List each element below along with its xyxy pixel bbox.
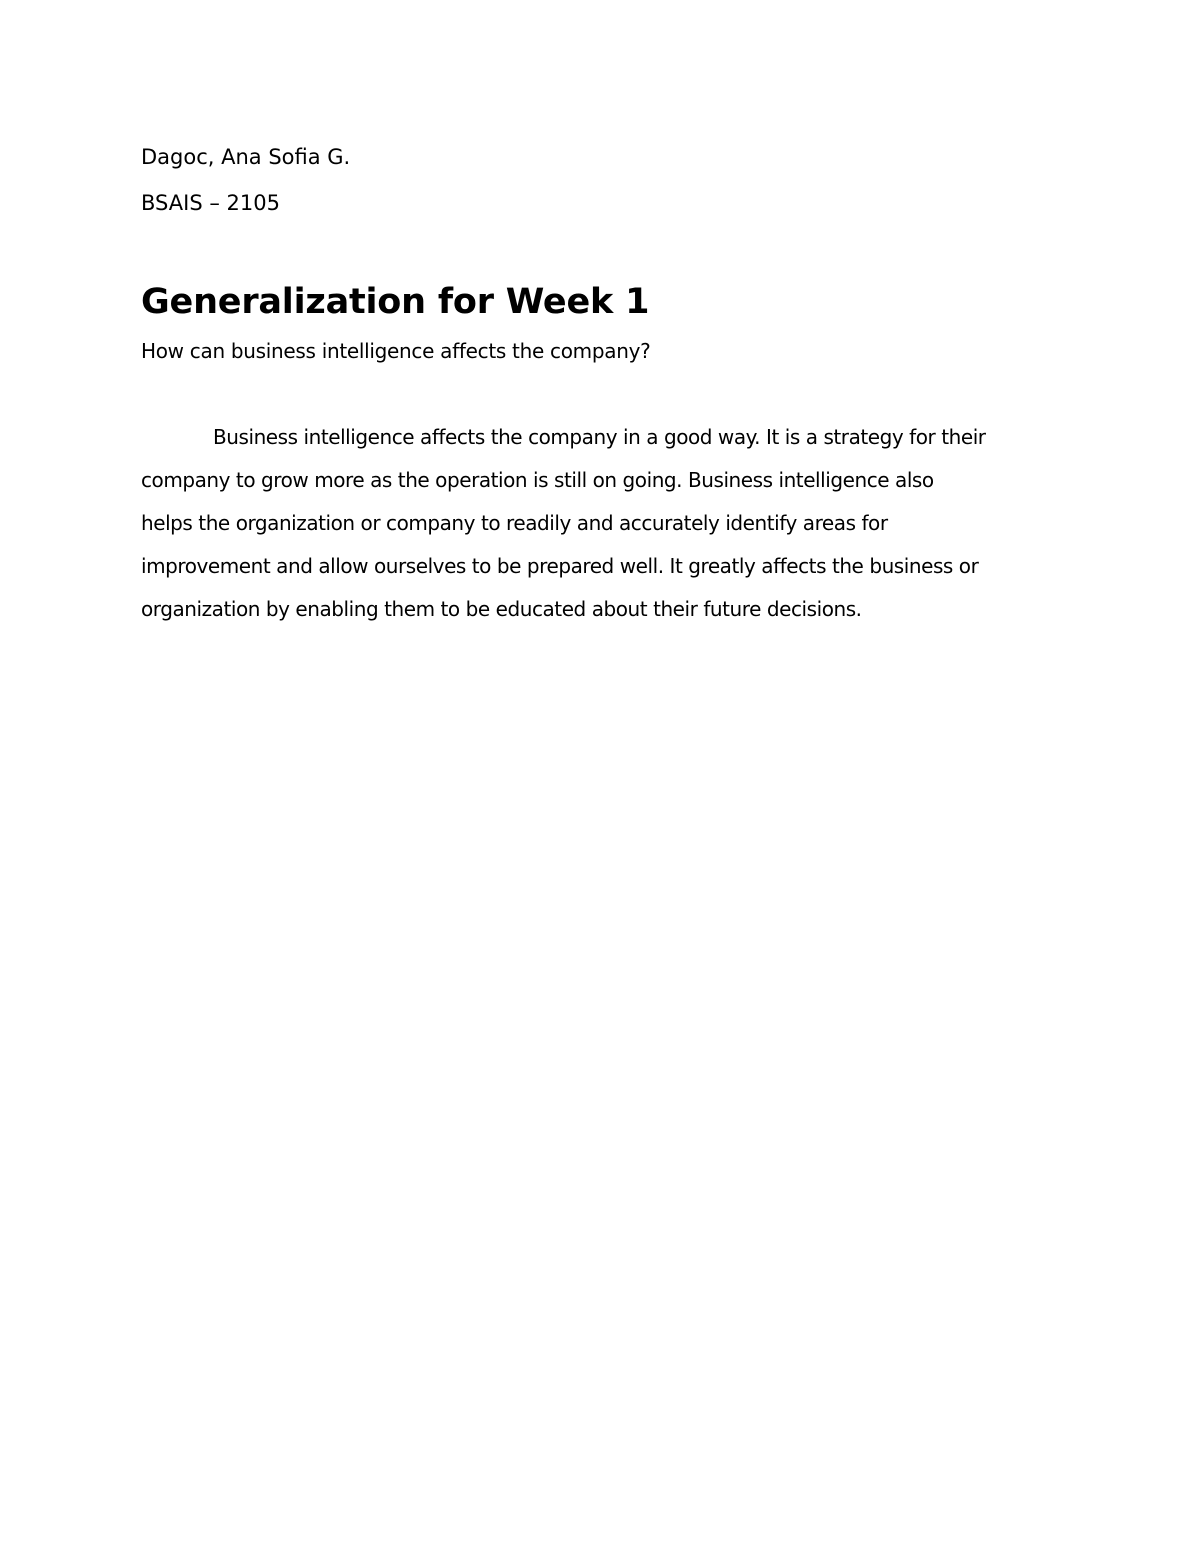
- answer-paragraph: [141, 422, 1061, 637]
- paragraph-line-text: Business intelligence affects the company in a good way. It is a strategy for their: [213, 425, 986, 449]
- section-code: BSAIS – 2105: [141, 191, 280, 215]
- author-name: Dagoc, Ana Sofia G.: [141, 145, 351, 169]
- paragraph-line: [141, 422, 1061, 465]
- paragraph-line: helps the organization or company to readily and accurately identify areas for: [141, 511, 888, 535]
- paragraph-line: company to grow more as the operation is still on going. Business intelligence also: [141, 468, 934, 492]
- document-content: [141, 142, 1061, 637]
- paragraph-line: organization by enabling them to be educated about their future decisions.: [141, 597, 862, 621]
- document-title: Generalization for Week 1: [141, 282, 650, 322]
- guide-question: How can business intelligence affects the company?: [141, 339, 651, 363]
- paragraph-line: improvement and allow ourselves to be prepared well. It greatly affects the business or: [141, 554, 979, 578]
